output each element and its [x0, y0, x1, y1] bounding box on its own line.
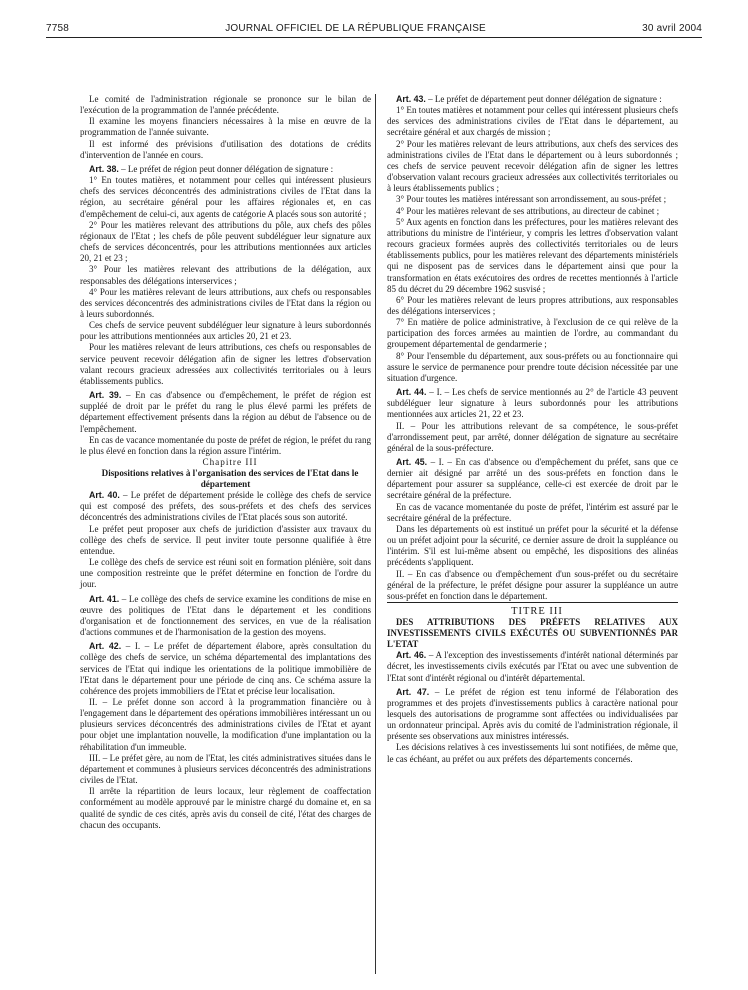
paragraph-text: 3° Pour toutes les matières intéressant son arrondissement, au sous-préfet ;: [396, 194, 667, 205]
article-paragraph: [387, 94, 678, 105]
article-number: Art. 42.: [89, 641, 122, 652]
paragraph-text: Le préfet peut proposer aux chefs de juridiction d'assister aux travaux du collège des chefs de service. Il peut inviter toute personne qualifiée à être entendue.: [80, 523, 371, 556]
paragraph: [80, 175, 371, 220]
paragraph: [80, 557, 371, 590]
paragraph: [80, 786, 371, 831]
paragraph-text: Le comité de l'administration régionale se prononce sur le bilan de l'exécution de la programmation de l'année précédente.: [80, 94, 371, 116]
paragraph-text: – I. – En cas d'absence ou d'empêchement du préfet, sans que ce dernier ait désigné par arrêté un des sous-préfets en fonction dans le département pour assurer sa suppléance, celle-ci est exercée de droit par le secrétaire général de la préfecture.: [387, 457, 678, 501]
paragraph-text: – Le préfet de région peut donner délégation de signature :: [118, 163, 334, 174]
paragraph-text: – Le préfet de région est tenu informé de l'élaboration des programmes et des projets d'investissements publics à caractère national pour lesquels des autorisations de programme sont affectées ou individualisées par un ordonnateur principal. Après avis du comité de l'administration régionale, il présente ses observations aux ministres intéressés.: [387, 686, 679, 742]
paragraph: [80, 287, 371, 320]
paragraph: [387, 742, 678, 764]
article-paragraph: [80, 164, 371, 175]
paragraph-text: II. – Le préfet donne son accord à la programmation financière ou à l'engagement dans le département des opérations immobilières intéressant un ou plusieurs services déconcentrés des administrations civiles de l'Etat et ayant pour objet une implantation nouvelle, la modification d'une implantation ou la réhabilitation d'un immeuble.: [80, 696, 371, 752]
right-column: [387, 94, 678, 765]
paragraph-text: 4° Pour les matières relevant de leurs attributions, aux chefs ou responsables des services déconcentrés des administrations civiles de l'Etat dans la région ou à leurs subordonnés.: [80, 286, 371, 319]
article-number: Art. 41.: [89, 593, 120, 604]
article-number: Art. 44.: [396, 387, 427, 398]
paragraph-text: Il examine les moyens financiers nécessaires à la mise en œuvre de la programmation de l'année suivante.: [80, 116, 371, 138]
paragraph: [80, 753, 371, 786]
paragraph: [387, 105, 678, 138]
article-number: Art. 45.: [396, 457, 428, 467]
paragraph-text: En cas de vacance momentanée du poste de préfet de région, le préfet du rang le plus élevé en fonction dans la région assure l'intérim.: [80, 434, 371, 456]
paragraph: [387, 139, 678, 195]
paragraph: [80, 139, 371, 161]
title-subtitle: DES ATTRIBUTIONS DES PRÉFETS RELATIVES AUX INVESTISSEMENTS CIVILS EXÉCUTÉS OU SUBVENTIONNÉS PAR L'ETAT: [387, 617, 678, 650]
paragraph: [80, 342, 371, 387]
article-number: Art. 38.: [89, 163, 119, 174]
paragraph-text: III. – Le préfet gère, au nom de l'Etat, les cités administratives situées dans le département et communes à plusieurs services déconcentrés des administrations civiles de l'Etat.: [80, 752, 371, 786]
chapter-heading: Chapitre III: [202, 457, 258, 467]
title-heading: TITRE III: [387, 602, 678, 617]
paragraph-text: 3° Pour les matières relevant des attributions de la délégation, aux responsables des délégations interservices ;: [80, 264, 371, 286]
article-number: Art. 47.: [396, 686, 430, 697]
paragraph-text: 5° Aux agents en fonction dans les préfectures, pour les matières relevant des attributions du ministre de l'intérieur, y compris les lettres d'observation valant recours gracieux formées auprès des collectivités territoriales ou de leurs établissements publics, pour les matières relevant des départements ministériels qui ne disposent pas de services dans le département ainsi que pour la transformation en états exécutoires des ordres de recettes mentionnés à l'article 85 du décret du 29 décembre 1962 susvisé ;: [387, 216, 678, 294]
paragraph: [387, 569, 678, 602]
paragraph-text: – En cas d'absence ou d'empêchement, le préfet de région est suppléé de droit par le préfet du rang le plus élevé parmi les préfets de département effectivement présents dans la région au début de l'absence ou de l'empêchement.: [80, 390, 372, 434]
paragraph-text: 1° En toutes matières et notamment pour celles qui intéressent plusieurs chefs des services des administrations civiles de l'Etat dans le département, au secrétaire général et aux chargés de mission ;: [387, 105, 678, 138]
header-rule: [46, 37, 702, 38]
paragraph: [80, 220, 371, 265]
paragraph-text: – Le collège des chefs de service examine les conditions de mise en œuvre des politiques de l'Etat dans le département et les conditions d'organisation et de fonctionnement des services, en vue de la réalisation d'actions communes et de l'harmonisation de la gestion des moyens.: [80, 593, 371, 638]
paragraph: [387, 351, 678, 384]
paragraph-text: Dans les départements où est institué un préfet pour la sécurité et la défense ou un préfet adjoint pour la sécurité, ce dernier assure de droit la suppléance ou l'intérim. S'il est lui-même absent ou empêché, les dispositions des alinéas précédents s'appliquent.: [387, 523, 678, 568]
article-paragraph: [387, 650, 678, 683]
paragraph-text: 2° Pour les matières relevant de leurs attributions, aux chefs des services des administrations civiles de l'Etat dans le département ou à leurs subordonnés ; ces chefs de service peuvent recevoir délégation afin de signer les lettres d'observation valant recours gracieux adressées aux collectivités territoriales ou à leurs établissements publics ;: [387, 138, 678, 194]
paragraph: [387, 194, 678, 205]
paragraph-text: 4° Pour les matières relevant de ses attributions, au directeur de cabinet ;: [396, 205, 660, 216]
paragraph: [80, 435, 371, 457]
paragraph: [80, 697, 371, 753]
paragraph-text: – Le préfet de département peut donner délégation de signature :: [425, 94, 662, 104]
paragraph-text: 7° En matière de police administrative, à l'exclusion de ce qui relève de la participation des forces armées au maintien de l'ordre, au commandant du groupement départemental de gendarmerie ;: [387, 317, 678, 350]
paragraph-text: En cas de vacance momentanée du poste de préfet, l'intérim est assuré par le secrétaire général de la préfecture.: [387, 501, 678, 523]
paragraph-text: – I. – Le préfet de département élabore, après consultation du collège des chefs de service, un schéma départemental des implantations des services de l'Etat qui indique les orientations de la politique immobilière de l'Etat dans le département pour une période de cinq ans. Ce schéma assure la cohérence des projets immobiliers de l'Etat et précise leur localisation.: [80, 641, 372, 696]
article-number: Art. 39.: [89, 390, 122, 401]
paragraph: [80, 524, 371, 557]
paragraph: [80, 94, 371, 116]
paragraph: [80, 116, 371, 138]
paragraph: [387, 295, 678, 317]
publication-date: 30 avril 2004: [642, 23, 702, 34]
paragraph: [387, 217, 678, 295]
article-paragraph: [80, 594, 371, 639]
journal-title: JOURNAL OFFICIEL DE LA RÉPUBLIQUE FRANÇAISE: [225, 23, 486, 34]
article-paragraph: [80, 390, 371, 435]
paragraph-text: Il arrête la répartition de leurs locaux, leur règlement de coaffectation conformément au modèle approuvé par le ministre chargé du domaine et, en sa qualité de syndic de ces cités, après avis du conseil de cité, l'état des charges de chacun des occupants.: [80, 786, 371, 830]
paragraph-text: – Le préfet de département préside le collège des chefs de service qui est composé des préfets, des sous-préfets et des chefs des services déconcentrés des administrations civiles de l'Etat placés sous son autorité.: [80, 490, 372, 523]
paragraph: [387, 317, 678, 350]
paragraph-text: 8° Pour l'ensemble du département, aux sous-préfets ou au fonctionnaire qui assure le service de permanence pour prendre toute décision nécessitée par une situation d'urgence.: [387, 350, 678, 383]
paragraph-text: II. – En cas d'absence ou d'empêchement d'un sous-préfet ou du secrétaire général de la préfecture, le préfet désigne pour assurer la suppléance un autre sous-préfet en fonction dans le département.: [387, 568, 678, 601]
paragraph: [80, 264, 371, 286]
page-number: 7758: [46, 23, 70, 34]
paragraph-text: 6° Pour les matières relevant de leurs propres attributions, aux responsables des délégations interservices ;: [387, 294, 678, 316]
paragraph: [387, 421, 678, 454]
article-number: Art. 46.: [396, 650, 427, 661]
paragraph-text: Ces chefs de service peuvent subdéléguer leur signature à leurs subordonnés pour les attributions mentionnées aux articles 20, 21 et 23.: [80, 320, 371, 342]
article-paragraph: [80, 490, 371, 523]
article-paragraph: [387, 687, 678, 743]
article-paragraph: [387, 457, 678, 502]
paragraph: [387, 502, 678, 524]
paragraph: [387, 206, 678, 217]
paragraph-text: 1° En toutes matières, et notamment pour celles qui intéressent plusieurs chefs des services déconcentrés des administrations civiles de l'Etat dans la région, au secrétaire général pour les affaires régionales et, en cas d'empêchement de celui-ci, aux agents de catégorie A placés sous son autorité ;: [80, 175, 371, 219]
article-number: Art. 43.: [396, 94, 426, 104]
article-paragraph: [80, 641, 371, 697]
paragraph: [387, 524, 678, 569]
paragraph-text: – I. – Les chefs de service mentionnés au 2° de l'article 43 peuvent subdéléguer leur signature à leurs subordonnés pour les attributions mentionnées aux articles 21, 22 et 23.: [387, 387, 678, 420]
paragraph-text: Pour les matières relevant de leurs attributions, ces chefs ou responsables de service peuvent recevoir délégation afin de signer les lettres d'observation valant recours gracieux adressées aux collectivités territoriales ou à leurs établissements publics.: [80, 342, 371, 386]
column-divider: [375, 94, 376, 974]
paragraph-text: 2° Pour les matières relevant des attributions du pôle, aux chefs des pôles régionaux de l'Etat ; les chefs de pôle peuvent subdéléguer leur signature aux chefs de services déconcentrés, pour les attributions mentionnées aux articles 20, 21 et 23 ;: [80, 219, 371, 264]
left-column: [80, 94, 371, 831]
article-number: Art. 40.: [89, 490, 120, 501]
article-paragraph: [387, 387, 678, 420]
paragraph: [80, 320, 371, 342]
paragraph-text: Le collège des chefs de service est réuni soit en formation plénière, soit dans une composition restreinte que le préfet détermine en fonction de l'ordre du jour.: [80, 557, 371, 590]
paragraph-text: Il est informé des prévisions d'utilisation des dotations de crédits d'intervention de l'année en cours.: [80, 138, 371, 160]
paragraph-text: II. – Pour les attributions relevant de sa compétence, le sous-préfet d'arrondissement peut, par arrêté, donner délégation de signature au secrétaire général de la sous-préfecture.: [387, 420, 678, 453]
chapter-subtitle: Dispositions relatives à l'organisation des services de l'Etat dans le département: [101, 468, 359, 490]
paragraph-text: Les décisions relatives à ces investissements lui sont notifiées, de même que, le cas échéant, au préfet ou aux préfets des départements concernés.: [387, 742, 678, 764]
paragraph-text: – A l'exception des investissements d'intérêt national déterminés par décret, les investissements civils exécutés par l'Etat ou avec une subvention de l'Etat sont d'intérêt régional ou d'intérêt départemental.: [387, 650, 678, 683]
page-header: [46, 14, 702, 34]
